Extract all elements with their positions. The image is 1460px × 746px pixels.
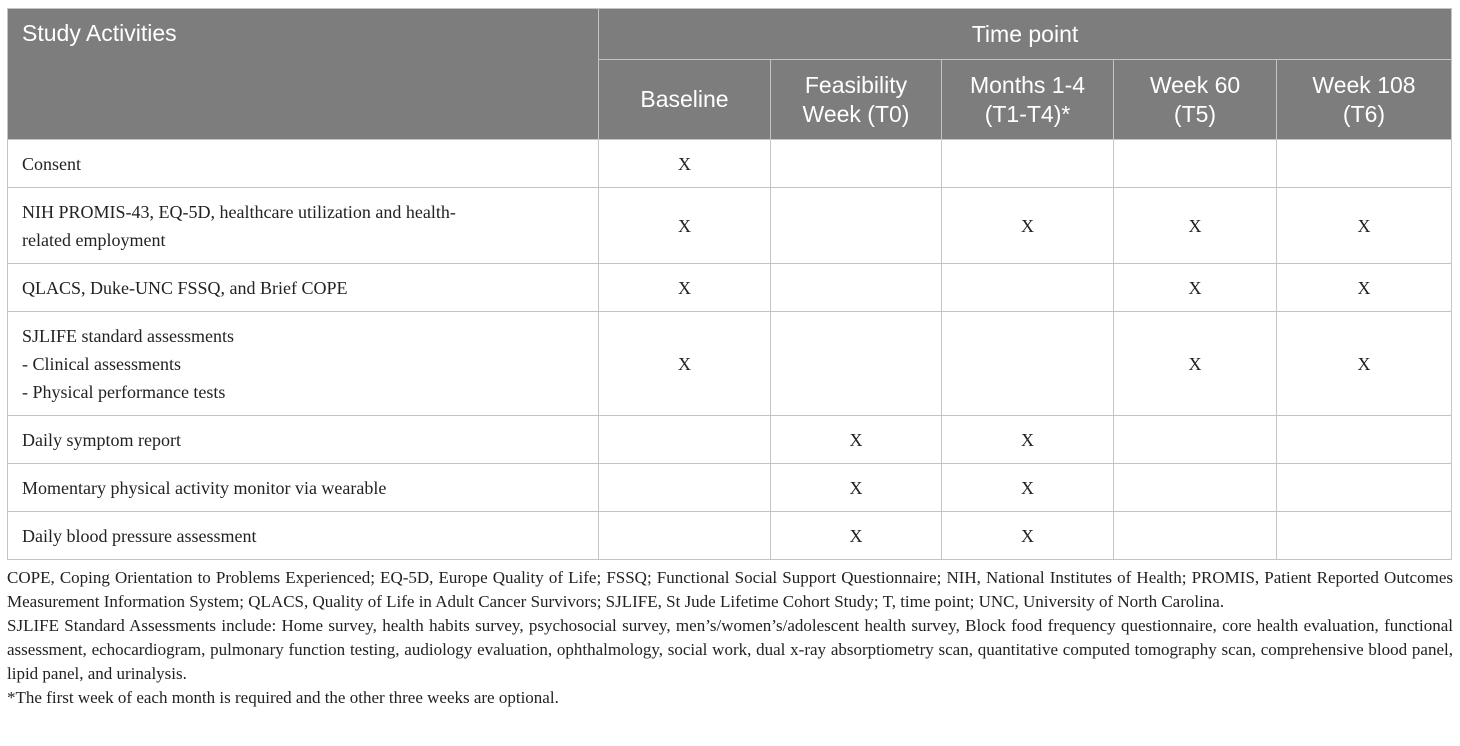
activity-text-line: QLACS, Duke-UNC FSSQ, and Brief COPE: [22, 277, 348, 298]
timepoint-mark-cell: X: [1114, 188, 1277, 264]
header-column-label-line: (T6): [1342, 100, 1386, 127]
timepoint-mark-cell: [771, 312, 942, 416]
timepoint-mark-cell: X: [1114, 312, 1277, 416]
activity-text-line: SJLIFE standard assessments: [22, 325, 234, 346]
timepoint-mark-cell: [599, 464, 771, 512]
study-activities-table: [7, 8, 1452, 560]
header-column-label-line: Months 1-4: [969, 71, 1086, 98]
header-column-label-line: Week 60: [1149, 71, 1241, 98]
table-row: [8, 416, 1452, 464]
header-column-label-line: (T1-T4)*: [984, 100, 1071, 127]
timepoint-mark-cell: X: [942, 188, 1114, 264]
timepoint-mark-cell: [942, 312, 1114, 416]
activity-text-line: Consent: [22, 153, 82, 174]
activity-cell: [8, 512, 599, 560]
timepoint-mark-cell: X: [1277, 264, 1452, 312]
timepoint-mark-cell: X: [942, 512, 1114, 560]
table-header: [8, 9, 1452, 140]
timepoint-mark-cell: [771, 140, 942, 188]
timepoint-mark-cell: [599, 512, 771, 560]
table-row: [8, 264, 1452, 312]
activity-text-line: - Physical performance tests: [22, 381, 226, 402]
table-row: [8, 464, 1452, 512]
timepoint-mark-cell: X: [599, 140, 771, 188]
footnote-asterisk: *The first week of each month is required and the other three weeks are optional.: [7, 688, 559, 707]
timepoint-mark-cell: [1114, 512, 1277, 560]
header-column-label-line: (T5): [1173, 100, 1217, 127]
timepoint-mark-cell: X: [1277, 312, 1452, 416]
footnote-sjlife-assessments: SJLIFE Standard Assessments include: Home survey, health habits survey, psychosocial survey, men’s/women’s/adolescent health survey, Block food frequency questionnaire, core health evaluation, functional assessment, echocardiogram, pulmonary function testing, audiology evaluation, ophthalmology, social work, dual x-ray absorptiometry scan, quantitative computed tomography scan, comprehensive blood panel, lipid panel, and urinalysis.: [7, 616, 1453, 683]
timepoint-mark-cell: [1277, 416, 1452, 464]
activity-cell: [8, 264, 599, 312]
table-row: [8, 188, 1452, 264]
timepoint-mark-cell: X: [1277, 188, 1452, 264]
activity-cell: [8, 416, 599, 464]
activity-text-line: NIH PROMIS-43, EQ-5D, healthcare utilization and health-: [22, 201, 456, 222]
timepoint-mark-cell: X: [771, 416, 942, 464]
timepoint-mark-cell: X: [599, 264, 771, 312]
table-row: [8, 512, 1452, 560]
header-column-0: [599, 60, 771, 140]
timepoint-mark-cell: X: [599, 312, 771, 416]
activity-text-line: Daily symptom report: [22, 429, 181, 450]
timepoint-mark-cell: [1277, 464, 1452, 512]
table-row: [8, 312, 1452, 416]
activity-text-line: related employment: [22, 229, 166, 250]
activity-cell: [8, 312, 599, 416]
activity-cell: [8, 140, 599, 188]
activity-cell: [8, 464, 599, 512]
study-activities-table-container: [7, 8, 1451, 560]
header-column-label-line: Baseline: [640, 86, 729, 112]
header-column-label-line: Feasibility: [804, 71, 908, 98]
header-column-label-line: Week 108: [1312, 71, 1416, 98]
timepoint-mark-cell: X: [942, 416, 1114, 464]
timepoint-mark-cell: [1114, 464, 1277, 512]
timepoint-mark-cell: X: [1114, 264, 1277, 312]
timepoint-mark-cell: [1277, 512, 1452, 560]
header-column-3: [1114, 60, 1277, 140]
header-column-1: [771, 60, 942, 140]
timepoint-mark-cell: [599, 416, 771, 464]
activity-cell: [8, 188, 599, 264]
header-time-point: Time point: [599, 9, 1452, 60]
footnote-abbreviations: COPE, Coping Orientation to Problems Experienced; EQ-5D, Europe Quality of Life; FSSQ; Functional Social Support Questionnaire; NIH, National Institutes of Health; PROMIS, Patient Reported Outcomes Measurement Information System; QLACS, Quality of Life in Adult Cancer Survivors; SJLIFE, St Jude Lifetime Cohort Study; T, time point; UNC, University of North Carolina.: [7, 568, 1453, 611]
timepoint-mark-cell: [1277, 140, 1452, 188]
timepoint-mark-cell: X: [599, 188, 771, 264]
activity-text-line: Momentary physical activity monitor via wearable: [22, 477, 387, 498]
timepoint-mark-cell: X: [771, 512, 942, 560]
activity-text-line: Daily blood pressure assessment: [22, 525, 257, 546]
header-column-4: [1277, 60, 1452, 140]
timepoint-mark-cell: [1114, 416, 1277, 464]
timepoint-mark-cell: [771, 264, 942, 312]
timepoint-mark-cell: X: [771, 464, 942, 512]
header-column-label-line: Week (T0): [802, 100, 910, 127]
timepoint-mark-cell: [1114, 140, 1277, 188]
table-footnotes: [7, 566, 1453, 710]
table-body: [8, 140, 1452, 560]
timepoint-mark-cell: X: [942, 464, 1114, 512]
header-column-2: [942, 60, 1114, 140]
timepoint-mark-cell: [942, 140, 1114, 188]
timepoint-mark-cell: [942, 264, 1114, 312]
activity-text-line: - Clinical assessments: [22, 353, 181, 374]
table-row: [8, 140, 1452, 188]
header-study-activities: Study Activities: [8, 9, 599, 140]
timepoint-mark-cell: [771, 188, 942, 264]
